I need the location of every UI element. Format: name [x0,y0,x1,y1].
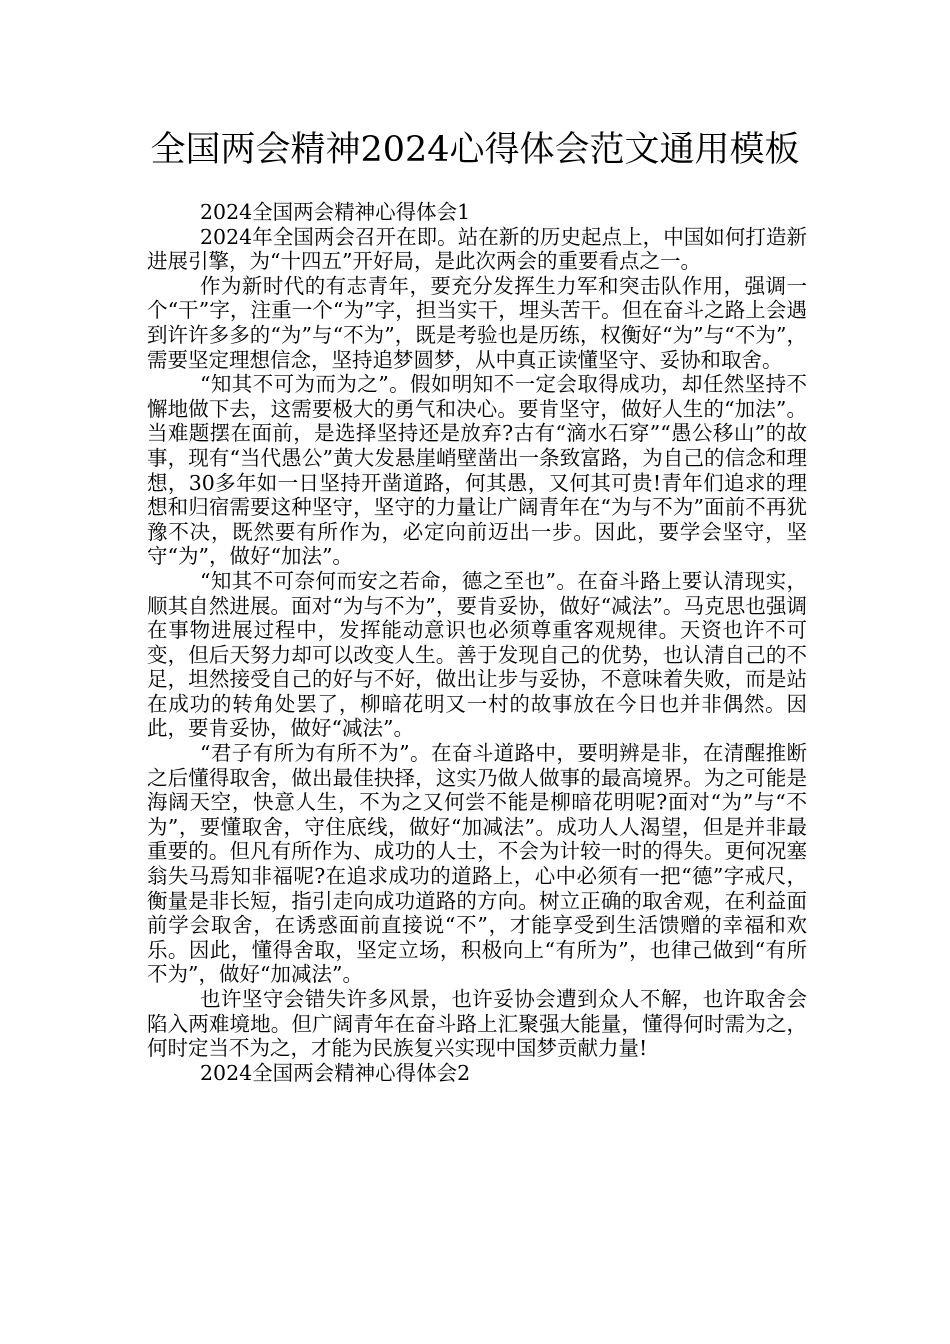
paragraph: “知其不可奈何而安之若命，德之至也”。在奋斗路上要认清现实，顺其自然进展。面对“为与不为”，要肯妥协，做好“减法”。马克思也强调在事物进展过程中，发挥能动意识也必须尊重客观规律。天资也许不可变，但后天努力却可以改变人生。善于发现自己的优势，也认清自己的不足，坦然接受自己的好与不好，做出让步与妥协，不意味着失败，而是站在成功的转角处罢了，柳暗花明又一村的故事放在今日也并非偶然。因此，要肯妥协，做好“减法”。 [147,568,807,741]
paragraph: 也许坚守会错失许多风景，也许妥协会遭到众人不解，也许取舍会陷入两难境地。但广阔青年在奋斗路上汇聚强大能量，懂得何时需为之，何时定当不为之，才能为民族复兴实现中国梦贡献力量! [147,987,807,1061]
paragraph: “君子有所为有所不为”。在奋斗道路中，要明辨是非，在清醒推断之后懂得取舍，做出最佳抉择，这实乃做人做事的最高境界。为之可能是海阔天空，快意人生，不为之又何尝不能是柳暗花明呢?面对“为”与“不为”，要懂取舍，守住底线，做好“加减法”。成功人人渴望，但是并非最重要的。但凡有所作为、成功的人士，不会为计较一时的得失。更何况塞翁失马焉知非福呢?在追求成功的道路上，心中必须有一把“德”字戒尺，衡量是非长短，指引走向成功道路的方向。树立正确的取舍观，在利益面前学会取舍，在诱惑面前直接说“不”，才能享受到生活馈赠的幸福和欢乐。因此，懂得舍取，坚定立场，积极向上“有所为”，也律己做到“有所不为”，做好“加减法”。 [147,741,807,987]
paragraph: 作为新时代的有志青年，要充分发挥生力军和突击队作用，强调一个“干”字，注重一个“为”字，担当实干，埋头苦干。但在奋斗之路上会遇到许许多多的“为”与“不为”，既是考验也是历练，权衡好“为”与“不为”，需要坚定理想信念，坚持追梦圆梦，从中真正读懂坚守、妥协和取舍。 [147,273,807,372]
paragraph: 2024年全国两会召开在即。站在新的历史起点上，中国如何打造新进展引擎，为“十四五”开好局，是此次两会的重要看点之一。 [147,224,807,274]
document-title: 全国两会精神2024心得体会范文通用模板 [150,130,800,170]
section-heading: 2024全国两会精神心得体会1 [200,200,471,224]
document-body [147,200,807,1085]
section-heading: 2024全国两会精神心得体会2 [200,1060,471,1085]
paragraph: “知其不可为而为之”。假如明知不一定会取得成功，却任然坚持不懈地做下去，这需要极大的勇气和决心。要肯坚守，做好人生的“加法”。当难题摆在面前，是选择坚持还是放弃?古有“滴水石穿”“愚公移山”的故事，现有“当代愚公”黄大发悬崖峭壁凿出一条致富路，为自己的信念和理想，30多年如一日坚持开凿道路，何其愚，又何其可贵!青年们追求的理想和归宿需要这种坚守，坚守的力量让广阔青年在“为与不为”面前不再犹豫不决，既然要有所作为，必定向前迈出一步。因此，要学会坚守，坚守“为”，做好“加法”。 [147,372,807,569]
